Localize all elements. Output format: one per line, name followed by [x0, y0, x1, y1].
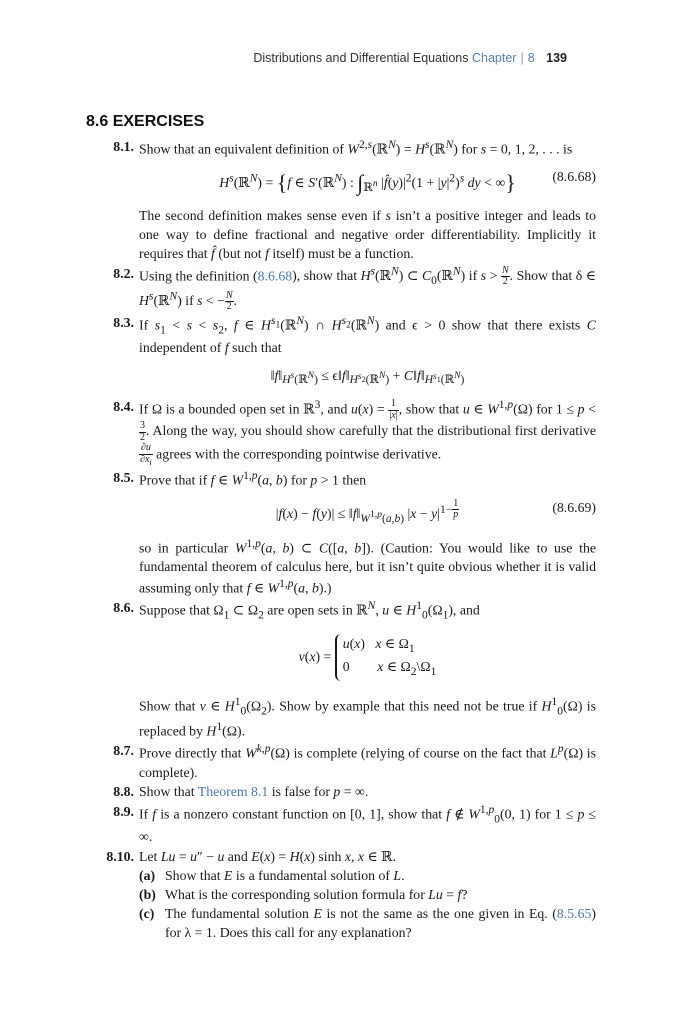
exercise-8-3	[100, 314, 596, 389]
chapter-label: Chapter	[471, 51, 517, 65]
display-equation	[139, 367, 596, 389]
exercise-number: 8.4.	[113, 398, 134, 414]
subpart-b	[139, 886, 596, 905]
exercise-text: Let Lu = u″ − u and E(x) = H(x) sinh x, x ∈ ℝ.	[139, 848, 397, 864]
exercise-text: If Ω is a bounded open set in ℝ$^3$, and u(x) = $\frac{1}{|x|}$ , show that u ∈ W$^{1,p}$(Ω) for 1 ≤ p < $\frac{3}{2}$ . Along the way, you should show carefully that the distributional first derivative $\frac{\partial u}{\partial x_i}$ agrees with the corresponding pointwise derivative.	[139, 398, 596, 467]
equation-body: $|f(x) - f(y)| \le ‖f‖_{W^{1,p}(a,b)}$ $|x - y|^{1- \frac{1}{p}}$	[275, 497, 459, 525]
exercise-8-5	[100, 469, 596, 598]
subpart-text: Show that E is a fundamental solution of L.	[165, 868, 405, 884]
display-equation	[139, 168, 596, 198]
subpart-label: (a)	[139, 868, 156, 884]
text-post: ) for λ = 1. Does this call for any explanation?	[165, 905, 596, 940]
subpart-label: (b)	[139, 887, 156, 903]
text-pre: Using the definition (	[139, 268, 258, 284]
subpart-c	[139, 905, 596, 943]
subpart-label: (c)	[139, 905, 155, 921]
equation-number: (8.6.68)	[552, 169, 596, 185]
exercise-list	[100, 138, 596, 943]
exercise-number: 8.9.	[113, 804, 134, 819]
exercise-8-9	[100, 803, 596, 847]
exercise-text: The second definition makes sense even if s isn’t a positive integer and leads to one way to define fractional and negative order differentiability. Implicitly it requires that f̂ (but not f itself) must be a function.	[139, 208, 597, 261]
exercise-number: 8.8.	[113, 784, 134, 800]
text-pre: The fundamental solution E is not the same as the one given in Eq. (	[165, 905, 557, 921]
exercise-number: 8.1.	[113, 139, 134, 154]
header-separator: |	[520, 51, 524, 65]
exercise-number: 8.3.	[113, 314, 134, 330]
display-equation	[139, 634, 596, 681]
theorem-ref-link[interactable]: Theorem 8.1	[197, 784, 269, 800]
chapter-number: 8	[527, 51, 535, 65]
exercise-number: 8.10.	[106, 848, 134, 864]
exercise-text: If f is a nonzero constant function on [0, 1], show that f ∉ W$^{1,p}_0$(0, 1) for 1 ≤ p ≤ ∞.	[139, 804, 596, 844]
exercise-number: 8.7.	[113, 743, 134, 759]
exercise-8-7	[100, 742, 596, 782]
exercise-8-8	[100, 783, 596, 802]
exercise-intro: Suppose that $\Omega_1$ ⊂ $\Omega_2$ are open sets in ℝ$^N$, u ∈ $H^1_0(\Omega_1)$, and	[139, 600, 480, 622]
book-title: Distributions and Differential Equations	[253, 51, 469, 65]
text-pre: Show that	[139, 784, 198, 800]
exercise-intro: Show that an equivalent definition of W$^{2,s}$(ℝ$^N$) = $H^s(ℝ^N)$ for s = 0, 1, 2, . . . is	[139, 139, 573, 157]
subpart-list	[139, 867, 596, 942]
exercise-number: 8.6.	[113, 600, 134, 616]
exercise-number: 8.5.	[113, 469, 134, 485]
subpart-a	[139, 867, 596, 886]
subpart-text: What is the corresponding solution formula for Lu = f?	[165, 887, 468, 903]
section-title: 8.6 EXERCISES	[86, 113, 205, 130]
exercise-intro: Prove that if f ∈ W$^{1,p}$(a, b) for p > 1 then	[139, 469, 367, 488]
equation-number: (8.6.69)	[552, 499, 596, 515]
page-number: 139	[546, 51, 567, 65]
exercise-8-6	[100, 599, 596, 741]
display-equation	[139, 499, 596, 528]
exercise-text: If $s_1 < s < s_2$, f ∈ $H^{s_1}(ℝ^N)$ ∩ $H^{s_2}(ℝ^N)$ and ϵ > 0 show that there exists C independent of f such that	[139, 314, 596, 355]
exercise-text: Prove directly that W$^{k,p}$(Ω) is complete (relying of course on the fact that $L^p(\Omega)$ is complete).	[139, 743, 596, 780]
subpart-text	[165, 906, 596, 940]
equation-body: v(x) = u(x) x ∈ $\Omega_1$ 0 x ∈ $\Omega_2\backslash\Omega_1$	[299, 649, 437, 664]
text-post: ), show that $H^s(ℝ^N)$ ⊂ $C_0(ℝ^N)$ if s > $\frac{N}{2}$ . Show that δ ∈ $H^s(ℝ^N)$ if s < − $\frac{N}{2}$ .	[139, 264, 596, 313]
running-head	[253, 50, 567, 67]
equation-body: $H^s(ℝ^N) = \{f$ ∈ S′(ℝ$^N$) : $\int_{ℝ^n}$ $|f̂(y)|^2(1 + |y|^2)^s$ dy < ∞}	[219, 170, 516, 196]
exercise-8-10	[100, 848, 596, 943]
text-post: is false for p = ∞.	[268, 784, 369, 800]
exercise-8-1	[100, 138, 596, 264]
exercise-text	[139, 783, 596, 802]
exercise-text: Show that v ∈ $H^1_0(\Omega_2)$. Show by example that this need not be true if $H^1_0(\Omega)$ is replaced by $H^1(\Omega)$.	[139, 695, 596, 739]
exercise-text: so in particular W$^{1,p}$(a, b) ⊂ C([a, b]). (Caution: You would like to use the fundamental theorem of calculus here, but it isn’t quite obvious whether it is valid assuming only that f ∈ W$^{1,p}$(a, b).)	[139, 537, 596, 596]
exercise-text	[139, 265, 596, 313]
equation-body: $‖f‖_{H^s(ℝ^N)}$ ≤ $\epsilon‖f‖_{H^{s_2}(ℝ^N)}$ + $C‖f‖_{H^{s_1}(ℝ^N)}$	[270, 367, 465, 387]
exercise-8-4	[100, 398, 596, 468]
equation-ref-link[interactable]: 8.6.68	[257, 268, 293, 284]
exercise-number: 8.2.	[113, 265, 134, 281]
exercise-8-2	[100, 265, 596, 313]
equation-ref-link[interactable]: 8.5.65	[556, 905, 592, 921]
